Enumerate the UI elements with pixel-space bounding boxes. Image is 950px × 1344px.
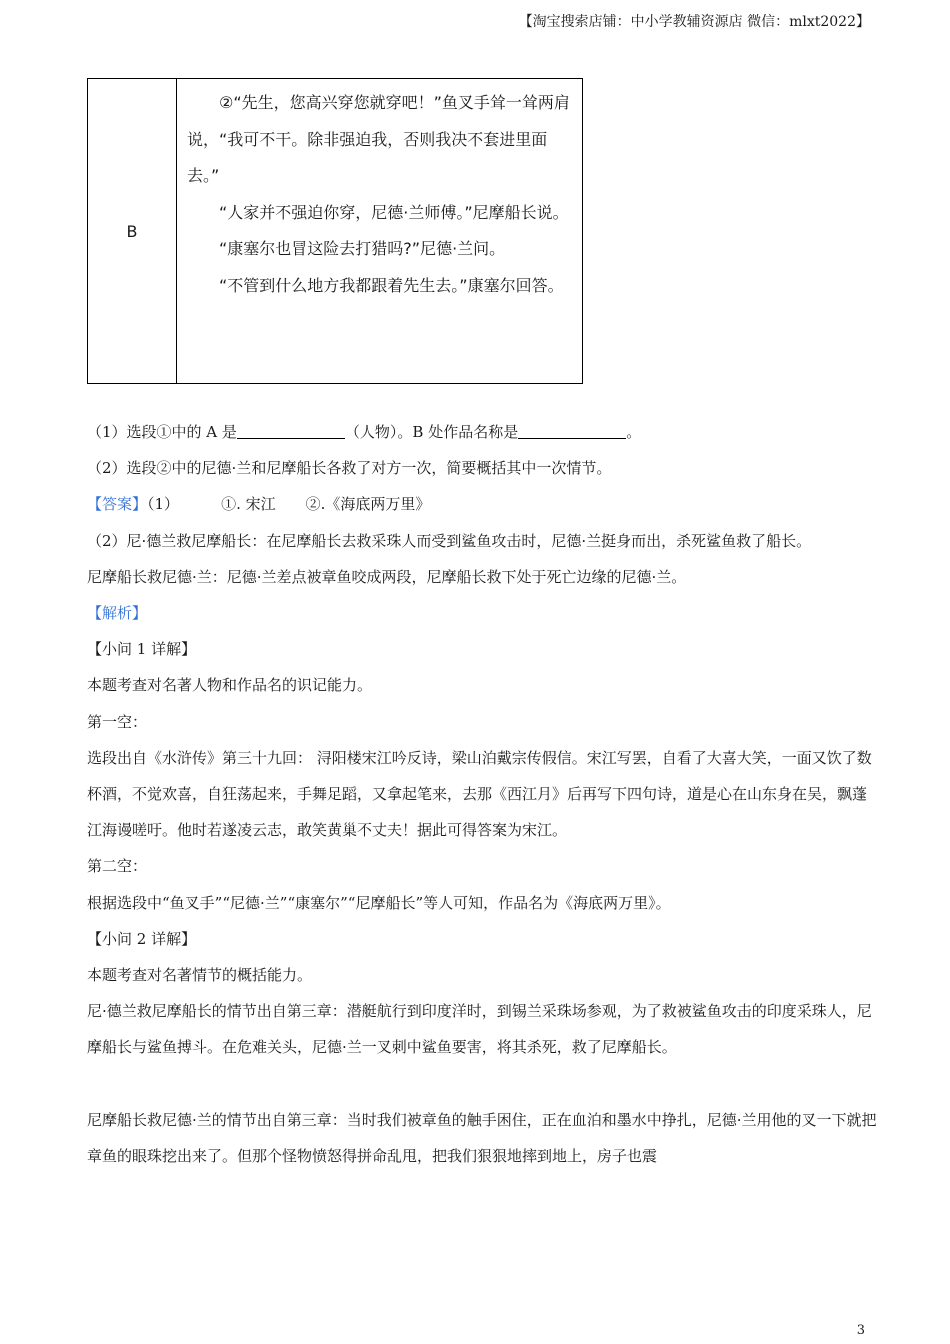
sub-question-1-title: 【小问 1 详解】 <box>87 640 197 659</box>
sub-question-1-intro: 本题考查对名著人物和作品名的识记能力。 <box>87 676 373 695</box>
analysis-label: 【解析】 <box>87 604 148 623</box>
answer-blank <box>518 423 626 439</box>
page-number: 3 <box>856 1323 865 1338</box>
answer-line-3: 尼摩船长救尼德·兰：尼德·兰差点被章鱼咬成两段，尼摩船长救下处于死亡边缘的尼德·兰。 <box>87 567 687 586</box>
answer-blank <box>237 423 345 439</box>
answer-line-1: 【答案】（1） ①. 宋江 ②.《海底两万里》 <box>87 495 431 514</box>
excerpt-label: B <box>88 79 177 384</box>
sub-question-2-title: 【小问 2 详解】 <box>87 929 197 948</box>
question-1: （1）选段①中的 A 是 （人物）。B 处作品名称是 。 <box>87 423 642 441</box>
blank-1-title: 第一空： <box>87 712 148 731</box>
excerpt-paragraph: ②“先生，您高兴穿您就穿吧！”鱼叉手耸一耸两肩说，“我可不干。除非强迫我，否则我决不套进里面去。” <box>187 93 570 186</box>
blank-2-explanation: 根据选段中“鱼叉手”“尼德·兰”“康塞尔”“尼摩船长”等人可知，作品名为《海底两万里》。 <box>87 893 671 912</box>
plot-1-explanation: 尼·德兰救尼摩船长的情节出自第三章：潜艇航行到印度洋时，到锡兰采珠场参观，为了救被鲨鱼攻击的印度采珠人，尼摩船长与鲨鱼搏斗。在危难关头，尼德·兰一叉刺中鲨鱼要害，将其杀死，救了尼摩船长。 <box>87 1002 872 1057</box>
excerpt-text-cell <box>177 79 583 384</box>
sub-question-2-intro: 本题考查对名著情节的概括能力。 <box>87 966 313 985</box>
question-2: （2）选段②中的尼德·兰和尼摩船长各救了对方一次，简要概括其中一次情节。 <box>87 459 612 478</box>
header-note: 【淘宝搜索店铺：中小学教辅资源店 微信：mlxt2022】 <box>518 14 870 30</box>
excerpt-paragraph: “人家并不强迫你穿，尼德·兰师傅。”尼摩船长说。 <box>219 202 569 222</box>
blank-1-explanation: 选段出自《水浒传》第三十九回： 浔阳楼宋江吟反诗，梁山泊戴宗传假信。宋江写罢，自看了大喜大笑，一面又饮了数杯酒，不觉欢喜，自狂荡起来，手舞足蹈，又拿起笔来，去那《西江月》后再写下四句诗，道是心在山东身在吴，飘蓬江海谩嗟吁。他时若遂凌云志，敢笑黄巢不丈夫！据此可得答案为宋江。 <box>87 748 872 840</box>
plot-2-explanation: 尼摩船长救尼德·兰的情节出自第三章：当时我们被章鱼的触手困住，正在血泊和墨水中挣扎，尼德·兰用他的叉一下就把章鱼的眼珠挖出来了。但那个怪物愤怒得拼命乱甩，把我们狠狠地摔到地上，房子也震 <box>87 1110 877 1165</box>
excerpt-paragraph: “康塞尔也冒这险去打猎吗?”尼德·兰问。 <box>219 239 506 259</box>
answer-line-2: （2）尼·德兰救尼摩船长：在尼摩船长去救采珠人而受到鲨鱼攻击时，尼德·兰挺身而出，杀死鲨鱼救了船长。 <box>87 531 812 550</box>
answer-label: 【答案】 <box>87 495 148 514</box>
body-text <box>87 414 877 1174</box>
blank-2-title: 第二空： <box>87 857 148 876</box>
excerpt-paragraph: “不管到什么地方我都跟着先生去。”康塞尔回答。 <box>219 275 564 295</box>
excerpt-table <box>87 78 583 384</box>
